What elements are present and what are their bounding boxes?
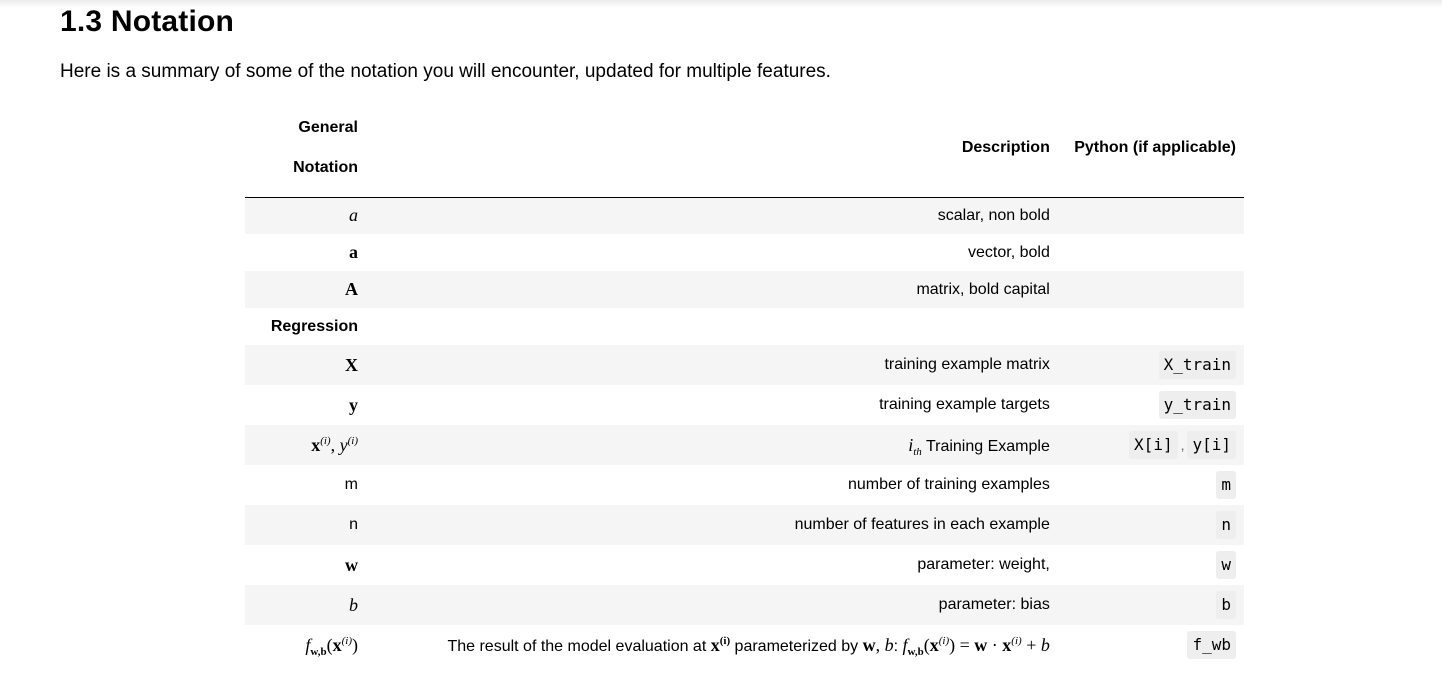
math-sup: (i) <box>347 434 358 447</box>
table-row <box>245 234 1244 271</box>
math-f: f <box>305 634 311 655</box>
math-sub: th <box>913 445 922 458</box>
math-w: w <box>974 634 988 655</box>
empty-cell <box>1058 308 1244 345</box>
description-cell: vector, bold <box>968 243 1050 261</box>
table-row <box>245 425 1244 465</box>
notation-scalar: a <box>348 205 358 226</box>
section-label: Regression <box>270 317 358 335</box>
notation-cell <box>245 385 364 425</box>
math-y: y <box>339 434 348 455</box>
notation-cell <box>245 505 364 545</box>
python-cell <box>1058 345 1244 385</box>
python-code: m <box>1216 471 1236 499</box>
description-text: The result of the model evaluation at <box>447 637 711 655</box>
description-cell: parameter: bias <box>938 596 1050 613</box>
math-b: b <box>884 634 894 655</box>
table-row <box>245 545 1244 585</box>
math-dot: · <box>987 634 1003 655</box>
math-sup: (i) <box>719 634 731 647</box>
notation-cell <box>245 345 364 385</box>
python-code: y[i] <box>1187 431 1236 459</box>
math-paren: ) <box>949 634 956 655</box>
python-cell <box>1058 545 1244 585</box>
notation-model-function <box>305 634 358 658</box>
notation-cell <box>245 545 364 585</box>
table-row <box>245 385 1244 425</box>
notation-cell <box>245 197 364 234</box>
notation-X: X <box>344 354 358 375</box>
header-notation-label: Notation <box>293 159 358 177</box>
math-x: x <box>710 634 720 655</box>
math-f: f <box>902 634 908 655</box>
math-sup: (i) <box>341 634 352 647</box>
notation-n: n <box>349 516 358 533</box>
python-cell <box>1058 625 1244 665</box>
math-sup: (i) <box>938 634 950 647</box>
python-code: f_wb <box>1187 631 1236 659</box>
description-cell: training example matrix <box>884 356 1050 373</box>
description-text: parameterized by <box>730 637 863 655</box>
page-title: 1.3 Notation <box>60 5 235 38</box>
notation-matrix: A <box>344 279 358 299</box>
header-general-notation <box>245 100 364 197</box>
description-colon: : <box>893 637 903 655</box>
header-python: Python (if applicable) <box>1058 100 1244 197</box>
description-cell: number of features in each example <box>794 516 1050 533</box>
math-paren: ( <box>923 634 930 655</box>
table-row <box>245 505 1244 545</box>
notation-y: y <box>348 394 358 415</box>
python-cell <box>1058 585 1244 625</box>
notation-cell <box>245 425 364 465</box>
notation-cell <box>245 585 364 625</box>
math-w: w <box>862 634 876 655</box>
notation-w: w <box>344 554 358 575</box>
math-sup: (i) <box>320 434 331 447</box>
description-cell: training example targets <box>879 396 1050 413</box>
python-cell <box>1058 385 1244 425</box>
python-code: n <box>1216 511 1236 539</box>
notation-cell <box>245 625 364 665</box>
table-row <box>245 345 1244 385</box>
python-cell <box>1058 425 1244 465</box>
description-cell <box>364 625 1058 665</box>
math-sep: , <box>330 434 340 455</box>
python-code: w <box>1216 551 1236 579</box>
section-row-regression <box>245 308 1244 345</box>
table-row <box>245 585 1244 625</box>
model-equation <box>902 634 1050 658</box>
table-row <box>245 197 1244 234</box>
python-cell <box>1058 505 1244 545</box>
header-row <box>245 100 1244 197</box>
python-cell <box>1058 271 1244 308</box>
math-comma: , <box>875 634 885 655</box>
python-code: X[i] <box>1129 431 1178 459</box>
notation-ith-example <box>311 435 358 455</box>
notation-cell <box>245 234 364 271</box>
math-sup: (i) <box>1011 634 1022 647</box>
table-row <box>245 465 1244 505</box>
description-cell: matrix, bold capital <box>916 280 1050 298</box>
table-row <box>245 271 1244 308</box>
math-b: b <box>1040 634 1050 655</box>
table-row-model <box>245 625 1244 665</box>
header-general-label: General <box>298 119 358 137</box>
math-sub: w,b <box>907 645 924 658</box>
python-code: y_train <box>1159 391 1236 419</box>
math-paren: ) <box>351 634 358 655</box>
notation-vector: a <box>348 242 358 262</box>
math-x: x <box>332 634 342 655</box>
intro-paragraph: Here is a summary of some of the notation you will encounter, updated for multiple features. <box>60 61 831 82</box>
python-cell <box>1058 197 1244 234</box>
description-cell: scalar, non bold <box>937 206 1050 224</box>
python-code: b <box>1216 591 1236 619</box>
python-code: X_train <box>1159 351 1236 379</box>
description-cell: parameter: weight, <box>917 556 1050 573</box>
math-x: x <box>311 434 321 455</box>
notation-b: b <box>348 594 358 615</box>
math-plus: + <box>1021 634 1041 655</box>
header-description: Description <box>364 100 1058 197</box>
python-cell <box>1058 465 1244 505</box>
math-equals: = <box>955 634 975 655</box>
notation-cell <box>245 271 364 308</box>
description-text: Training Example <box>921 437 1050 455</box>
python-cell <box>1058 234 1244 271</box>
description-cell: number of training examples <box>847 476 1050 493</box>
math-x: x <box>929 634 939 655</box>
notation-m: m <box>344 476 358 493</box>
description-cell <box>364 425 1058 465</box>
python-separator: , <box>1180 437 1185 453</box>
notation-cell <box>245 465 364 505</box>
notation-table <box>245 100 1244 665</box>
math-i: i <box>908 434 914 455</box>
empty-cell <box>364 308 1058 345</box>
math-sub: w,b <box>310 645 327 658</box>
math-paren: ( <box>326 634 333 655</box>
math-x: x <box>1002 634 1012 655</box>
